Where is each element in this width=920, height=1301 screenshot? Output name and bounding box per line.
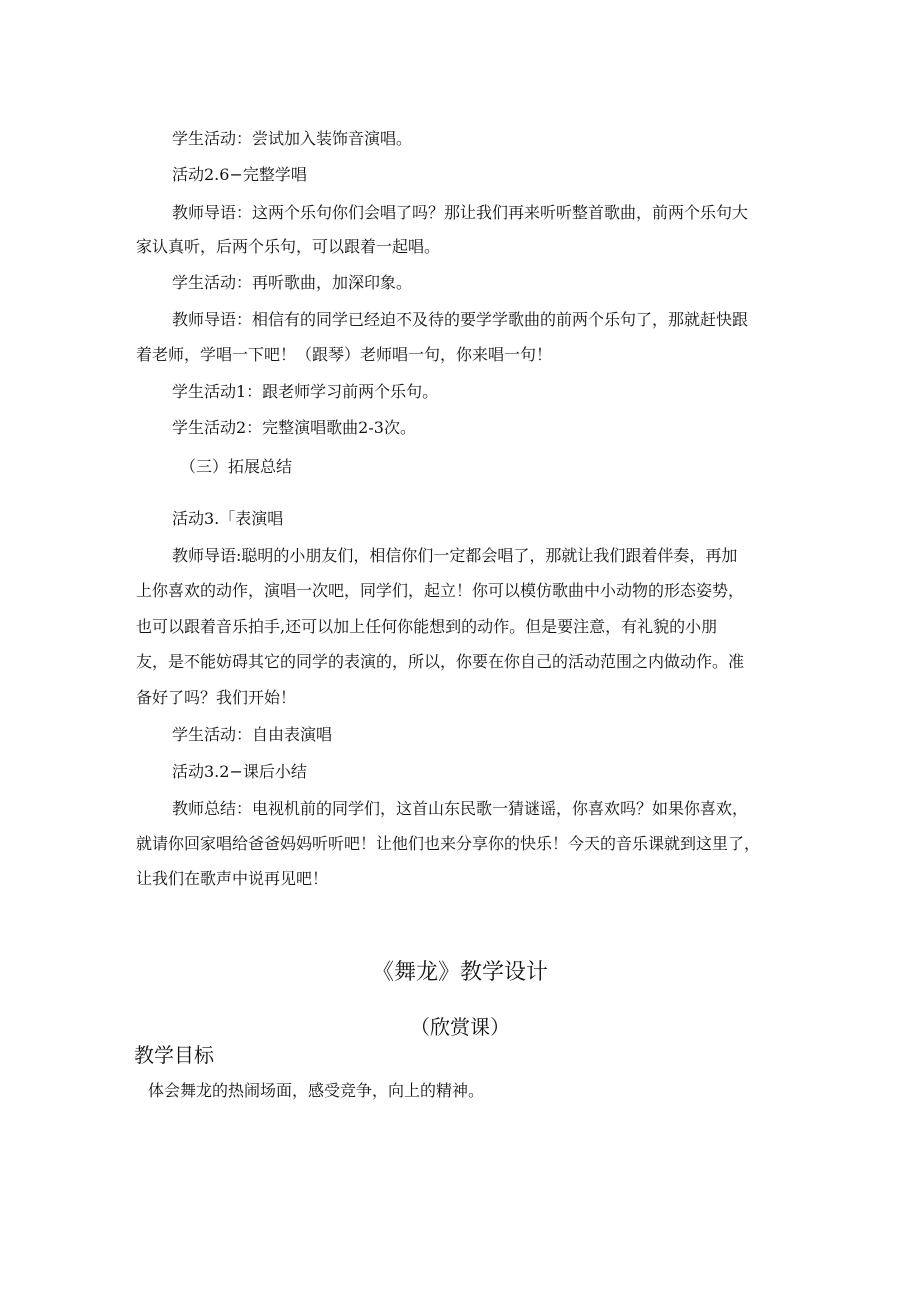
paragraph-line: 备好了吗？我们开始！ <box>136 688 297 707</box>
paragraph-line: 着老师，学唱一下吧！（跟琴）老师唱一句，你来唱一句！ <box>136 345 553 364</box>
paragraph-line: 教师导语：这两个乐句你们会唱了吗？那让我们再来听听整首歌曲，前两个乐句大 <box>172 203 749 222</box>
objective-text: 体会舞龙的热闹场面，感受竞争，向上的精神。 <box>148 1081 485 1100</box>
paragraph-line: 友，是不能妨碍其它的同学的表演的，所以，你要在你自己的活动范围之内做动作。准 <box>136 652 745 671</box>
paragraph-line: 教师导语:聪明的小朋友们，相信你们一定都会唱了，那就让我们跟着伴奏，再加 <box>172 546 738 565</box>
activity-heading: 活动3.「表演唱 <box>172 509 284 528</box>
paragraph-line: 学生活动：自由表演唱 <box>172 725 333 744</box>
lesson-title: 《舞龙》教学设计 <box>371 960 548 985</box>
paragraph-line: 学生活动：尝试加入装饰音演唱。 <box>172 129 413 148</box>
paragraph-line: 教师导语：相信有的同学已经迫不及待的要学学歌曲的前两个乐句了，那就赶快跟 <box>172 310 749 329</box>
paragraph-line: 学生活动1：跟老师学习前两个乐句。 <box>172 382 439 401</box>
paragraph-line: 教师总结：电视机前的同学们，这首山东民歌一猜谜谣，你喜欢吗？如果你喜欢， <box>172 799 749 818</box>
paragraph-line: 学生活动2：完整演唱歌曲2-3次。 <box>172 418 416 437</box>
section-heading: （三）拓展总结 <box>180 457 293 476</box>
paragraph-line: 学生活动：再听歌曲，加深印象。 <box>172 273 413 292</box>
activity-heading: 活动2.6−完整学唱 <box>172 165 307 184</box>
paragraph-line: 也可以跟着音乐拍手,还可以加上任何你能想到的动作。但是要注意，有礼貌的小朋 <box>136 617 718 636</box>
paragraph-line: 上你喜欢的动作，演唱一次吧，同学们，起立！你可以模仿歌曲中小动物的形态姿势， <box>136 581 745 600</box>
paragraph-line: 就请你回家唱给爸爸妈妈听听吧！让他们也来分享你的快乐！今天的音乐课就到这里了， <box>136 834 761 853</box>
paragraph-line: 让我们在歌声中说再见吧！ <box>136 869 329 888</box>
objective-heading: 教学目标 <box>134 1043 214 1067</box>
paragraph-line: 家认真听，后两个乐句，可以跟着一起唱。 <box>136 237 441 256</box>
lesson-subtitle: （欣赏课） <box>410 1015 510 1039</box>
activity-heading: 活动3.2−课后小结 <box>172 762 307 781</box>
